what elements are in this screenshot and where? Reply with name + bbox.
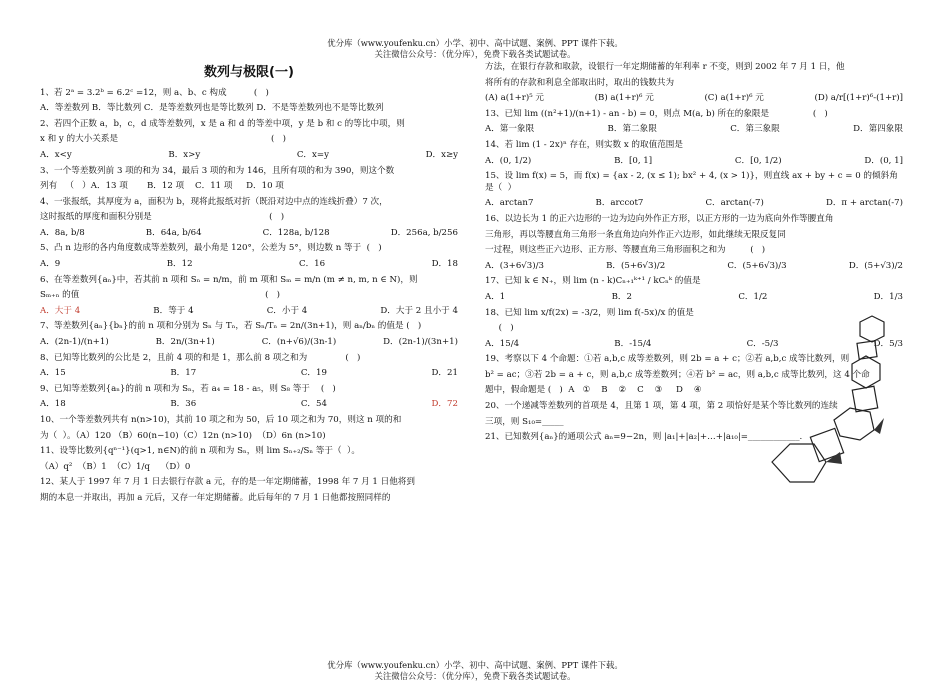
question-line: 17、已知 k ∈ N₊，则 lim (n - k)Cₙ₊₁ᵏ⁺¹ / kCₙᵏ 的值是 bbox=[485, 276, 701, 287]
option: B．2n/(3n+1) bbox=[155, 337, 215, 348]
option: C．1/2 bbox=[738, 291, 768, 302]
option: C．x=y bbox=[296, 149, 329, 160]
question-line: 三角形，再以等腰直角三角形一条直角边向外作正六边形，如此继续无限反复同 bbox=[485, 229, 786, 240]
option: (B) a(1+r)⁶ 元 bbox=[594, 93, 654, 104]
option: D．大于 2 且小于 4 bbox=[380, 305, 458, 316]
question-line: 3、一个等差数列前 3 项的和为 34，最后 3 项的和为 146，且所有项的和为 390，则这个数 bbox=[40, 165, 395, 176]
hexagon-shape bbox=[772, 444, 826, 482]
question-line: 20、一个递减等差数列的首项是 4，且第 1 项，第 4 项，第 2 项恰好是某个等比数列的连续 bbox=[485, 401, 838, 412]
option: A．(0, 1/2) bbox=[485, 155, 532, 166]
option: C．128a, b/128 bbox=[262, 227, 330, 238]
options-row bbox=[485, 93, 903, 105]
option: C．54 bbox=[300, 399, 327, 410]
question-line: 8、已知等比数列的公比是 2，且前 4 项的和是 1，那么前 8 项之和为 ( ) bbox=[40, 352, 361, 363]
option: B．64a, b/64 bbox=[145, 227, 202, 238]
hexagon-square-figure bbox=[752, 312, 912, 512]
question-line: 19、考察以下 4 个命题：①若 a,b,c 成等差数列，则 2b = a + c；②若 a,b,c 成等比数列，则 bbox=[485, 354, 850, 365]
option: C．arctan(-7) bbox=[705, 198, 764, 209]
option: B．x>y bbox=[168, 149, 201, 160]
question-line: （A）q² （B）1 （C）1/q （D）0 bbox=[40, 461, 191, 472]
option: D．1/3 bbox=[873, 291, 903, 302]
option: C．-5/3 bbox=[746, 338, 779, 349]
question-line: 为（ ）。（A）120 （B）60(n−10)（C）12n (n>10) （D）6n (n>10) bbox=[40, 430, 326, 441]
footer-line-2: 关注微信公众号：（优分库），免费下载各类试题试卷。 bbox=[374, 671, 576, 681]
question-line: 2、若四个正数 a，b，c，d 成等差数列，x 是 a 和 d 的等差中项，y 是 b 和 c 的等比中项，则 bbox=[40, 118, 405, 129]
option: D．(0, 1] bbox=[864, 155, 903, 166]
question-line: A．等差数列 B．等比数列 C．是等差数列也是等比数列 D．不是等差数列也不是等比数列 bbox=[40, 103, 384, 114]
option: A．8a, b/8 bbox=[40, 227, 85, 238]
option: C．(n+√6)/(3n-1) bbox=[261, 337, 337, 348]
question-line: Sₘ₊ₙ 的值 ( ) bbox=[40, 290, 280, 301]
options-row bbox=[485, 261, 903, 273]
question-line: 18、已知 lim x/f(2x) = -3/2，则 lim f(-5x)/x 的值是 bbox=[485, 307, 694, 318]
left-column bbox=[40, 62, 458, 509]
question-line: 15、设 lim f(x) = 5，而 f(x) = {ax - 2, (x ≤ 1); bx² + 4, (x > 1)}，则直线 ax + by + c = 0 的倾斜角是（ ） bbox=[485, 171, 898, 193]
hexagon-shape bbox=[860, 316, 884, 342]
option: B．36 bbox=[170, 399, 197, 410]
question-line: 1、若 2ᵃ = 3.2ᵇ = 6.2ᶜ =12，则 a、b、c 构成 ( ) bbox=[40, 87, 269, 98]
option: (C) a(1+r)⁶ 元 bbox=[704, 93, 764, 104]
options-row bbox=[485, 124, 903, 136]
option: D．21 bbox=[431, 368, 458, 379]
option: B．等于 4 bbox=[153, 305, 194, 316]
question-line: 11、设等比数列{qⁿ⁻¹}(q>1, n∈N)的前 n 项和为 Sₙ，则 lim Sₙ₊₂/Sₙ 等于（ ）。 bbox=[40, 446, 360, 457]
option: D．(2n-1)/(3n+1) bbox=[383, 337, 458, 348]
question-line: 期的本息一并取出，再加 a 元后，又存一年定期储蓄。此后每年的 7 月 1 日他都按照同样的 bbox=[40, 492, 391, 503]
option: A．1 bbox=[485, 291, 506, 302]
question-line: 三项，则 S₁₀=_____ bbox=[485, 416, 564, 427]
options-row bbox=[40, 399, 458, 411]
option: C．[0, 1/2) bbox=[734, 155, 782, 166]
options-row bbox=[485, 198, 903, 210]
option: A．x<y bbox=[40, 149, 72, 160]
option: C．16 bbox=[299, 259, 326, 270]
hexagon-shape bbox=[852, 356, 880, 388]
option: A．15 bbox=[40, 368, 66, 379]
page-title: 数列与极限(一) bbox=[204, 65, 294, 80]
option: B．-15/4 bbox=[614, 338, 652, 349]
option: B．17 bbox=[170, 368, 197, 379]
option: B．12 bbox=[166, 259, 193, 270]
option: A．18 bbox=[40, 399, 66, 410]
options-row bbox=[40, 368, 458, 380]
options-row bbox=[485, 292, 903, 304]
options-row bbox=[40, 228, 458, 240]
question-line: ( ) bbox=[485, 323, 514, 334]
question-line: x 和 y 的大小关系是 ( ) bbox=[40, 134, 286, 145]
question-line: 题中，假命题是 ( ) A ① B ② C ③ D ④ bbox=[485, 385, 702, 396]
option: A．9 bbox=[40, 259, 61, 270]
options-row bbox=[485, 156, 903, 168]
options-row bbox=[40, 150, 458, 162]
option: A．(3+6√3)/3 bbox=[485, 260, 544, 271]
option: D．π + arctan(-7) bbox=[825, 198, 903, 209]
question-line: 这时报纸的厚度和面积分别是 ( ) bbox=[40, 212, 285, 223]
question-line: 10、一个等差数列共有 n(n>10)，其前 10 项之和为 50，后 10 项之和为 70，则这 n 项的和 bbox=[40, 415, 402, 426]
question-line: 方法，在银行存款和取款，设银行一年定期储蓄的年利率 r 不变，则到 2002 年 7 月 1 日，他 bbox=[485, 62, 845, 72]
option: B．第二象限 bbox=[607, 124, 657, 135]
hexagon-shape bbox=[834, 408, 874, 440]
page-header bbox=[0, 38, 950, 60]
triangle-shape bbox=[874, 418, 884, 434]
option: C．小于 4 bbox=[266, 305, 308, 316]
question-line: 将所有的存款和利息全部取出时，取出的钱数共为 bbox=[485, 77, 675, 88]
option: (A) a(1+r)⁵ 元 bbox=[485, 93, 545, 104]
option: B．arccot7 bbox=[595, 198, 644, 209]
question-line: 12、某人于 1997 年 7 月 1 日去银行存款 a 元，存的是一年定期储蓄，1998 年 7 月 1 日他将到 bbox=[40, 477, 415, 488]
option: A．(2n-1)/(n+1) bbox=[40, 337, 109, 348]
option: D．256a, b/256 bbox=[390, 227, 458, 238]
options-row bbox=[40, 259, 458, 271]
option: C．19 bbox=[300, 368, 327, 379]
option: A．15/4 bbox=[485, 338, 520, 349]
question-line: 14、若 lim (1 - 2x)ⁿ 存在，则实数 x 的取值范围是 bbox=[485, 139, 683, 150]
option: D．5/3 bbox=[873, 338, 903, 349]
option: A．第一象限 bbox=[485, 124, 535, 135]
options-row bbox=[40, 306, 458, 318]
option: D．第四象限 bbox=[853, 124, 903, 135]
question-line: 一过程，则这些正六边形、正方形、等腰直角三角形面积之和为 ( ) bbox=[485, 245, 766, 256]
option: D．(5+√3)/2 bbox=[848, 260, 903, 271]
question-line: 5、凸 n 边形的各内角度数成等差数列，最小角是 120°，公差为 5°，则边数 n 等于 ( ) bbox=[40, 243, 382, 254]
option: D．18 bbox=[431, 259, 458, 270]
option: B．2 bbox=[611, 291, 632, 302]
option: A．arctan7 bbox=[485, 198, 534, 209]
page-footer bbox=[0, 660, 950, 682]
question-line: 4、一张报纸，其厚度为 a，面积为 b，现将此报纸对折（既沿对边中点的连线折叠）7 次， bbox=[40, 196, 388, 207]
question-line: 21、已知数列{aₙ}的通项公式 aₙ=9−2n，则 |a₁|+|a₂|+…+|a₁₀|=____________. bbox=[485, 432, 803, 443]
options-row bbox=[40, 337, 458, 349]
question-line: 16、以边长为 1 的正六边形的一边为边向外作正方形，以正方形的一边为底向外作等腰直角 bbox=[485, 213, 834, 224]
option: B．(5+6√3)/2 bbox=[606, 260, 666, 271]
left-question-list bbox=[40, 88, 458, 509]
square-shape bbox=[852, 386, 877, 411]
option: D．72 bbox=[431, 399, 458, 410]
question-line: 9、已知等差数列{aₙ}的前 n 项和为 Sₙ，若 a₄ = 18 - a₅，则 S₈ 等于 ( ) bbox=[40, 383, 336, 394]
question-line: 13、已知 lim ((n²+1)/(n+1) - an - b) = 0，则点 M(a, b) 所在的象限是 ( ) bbox=[485, 108, 828, 119]
question-line: b² = ac；③若 2b = a + c，则 a,b,c 成等差数列；④若 b² = ac，则 a,b,c 成等比数列，这 4 个命 bbox=[485, 369, 870, 380]
option: D．x≥y bbox=[425, 149, 458, 160]
question-line: 7、等差数列{aₙ}{bₙ}的前 n 项和分别为 Sₙ 与 Tₙ，若 Sₙ/Tₙ = 2n/(3n+1)，则 aₙ/bₙ 的值是 ( ) bbox=[40, 321, 422, 332]
option: A．大于 4 bbox=[40, 305, 81, 316]
header-line-2: 关注微信公众号：（优分库），免费下载各类试题试卷。 bbox=[374, 49, 576, 59]
question-line: 6、在等差数列{aₙ}中，若其前 n 项和 Sₙ = n/m，前 m 项和 Sₘ = m/n (m ≠ n, m, n ∈ N)，则 bbox=[40, 274, 418, 285]
question-line: 列有 （ ）A．13 项 B．12 项 C．11 项 D．10 项 bbox=[40, 181, 284, 192]
footer-line-1: 优分库（www.youfenku.cn）小学、初中、高中试题、案例、PPT 课件下载。 bbox=[327, 660, 623, 670]
header-line-1: 优分库（www.youfenku.cn）小学、初中、高中试题、案例、PPT 课件下载。 bbox=[327, 38, 623, 48]
option: (D) a/r[(1+r)⁶-(1+r)] bbox=[814, 93, 903, 104]
option: B．[0, 1] bbox=[614, 155, 653, 166]
option: C．第三象限 bbox=[730, 124, 780, 135]
option: C．(5+6√3)/3 bbox=[727, 260, 787, 271]
